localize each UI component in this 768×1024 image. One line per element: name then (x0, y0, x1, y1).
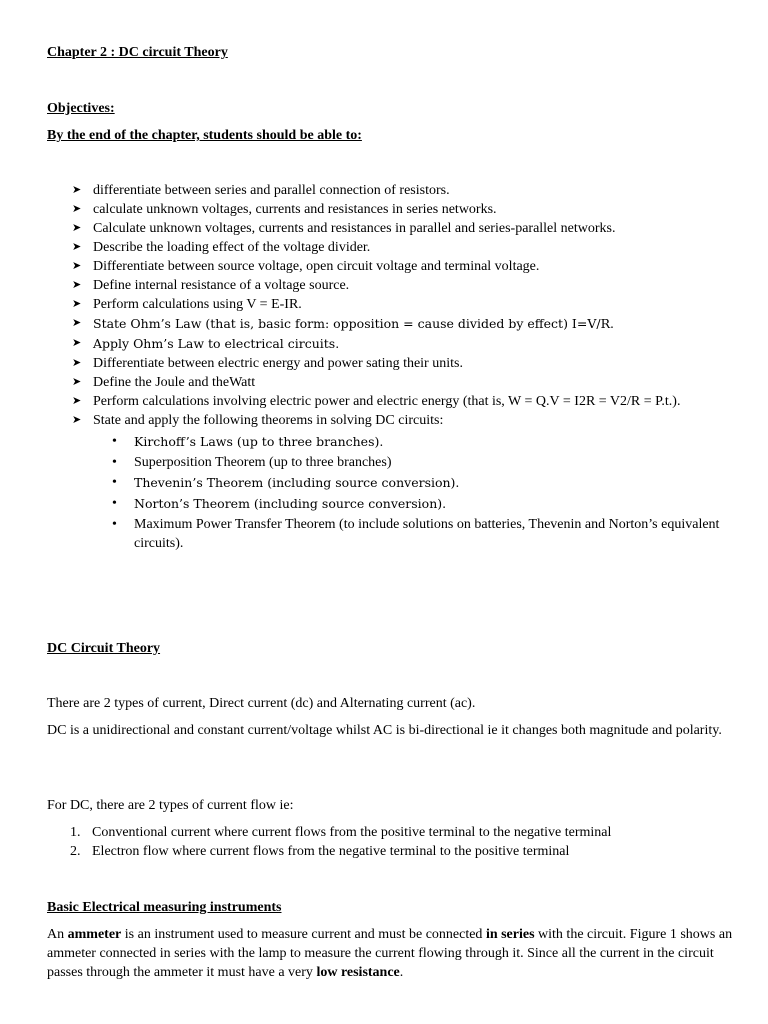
paragraph: DC is a unidirectional and constant current/voltage whilst AC is bi-directional ie it changes both magnitude and polarity. (47, 723, 722, 738)
arrow-bullet-icon: ➤ (72, 414, 82, 426)
dot-bullet-icon: • (112, 496, 117, 511)
list-item: ➤ differentiate between series and parallel connection of resistors. (72, 183, 450, 198)
list-item: 1. Conventional current where current flows from the positive terminal to the negative terminal (70, 825, 612, 840)
list-item: • Norton’s Theorem (including source conversion). (112, 496, 447, 511)
current-flow-list (70, 823, 740, 861)
arrow-bullet-icon: ➤ (72, 279, 82, 291)
arrow-bullet-icon: ➤ (72, 203, 82, 215)
dot-bullet-icon: • (112, 475, 117, 490)
objectives-intro: By the end of the chapter, students should be able to: (47, 128, 362, 143)
arrow-bullet-icon: ➤ (72, 222, 82, 234)
list-item: ➤ Apply Ohm’s Law to electrical circuits. (72, 336, 340, 351)
section-heading-measuring-instruments: Basic Electrical measuring instruments (47, 900, 282, 915)
list-item: ➤ Perform calculations using V = E-IR. (72, 297, 302, 312)
theorems-list (72, 432, 744, 553)
arrow-bullet-icon: ➤ (72, 376, 82, 388)
list-item: ➤ Describe the loading effect of the voltage divider. (72, 240, 371, 255)
list-item: • Superposition Theorem (up to three branches) (112, 455, 392, 470)
paragraph: For DC, there are 2 types of current flow ie: (47, 798, 294, 813)
arrow-bullet-icon: ➤ (72, 298, 82, 310)
list-item: ➤ Perform calculations involving electric power and electric energy (that is, W = Q.V = I2R = V2/R = P.t.). (72, 394, 681, 409)
dot-bullet-icon: • (112, 455, 117, 470)
arrow-bullet-icon: ➤ (72, 184, 82, 196)
arrow-bullet-icon: ➤ (72, 337, 82, 349)
list-item: • Maximum Power Transfer Theorem (to include solutions on batteries, Thevenin and Norton’s equivalent circuits). (112, 517, 737, 551)
paragraph: There are 2 types of current, Direct current (dc) and Alternating current (ac). (47, 696, 476, 711)
list-item: ➤ Differentiate between electric energy and power sating their units. (72, 356, 463, 371)
chapter-title: Chapter 2 : DC circuit Theory (47, 45, 228, 60)
arrow-bullet-icon: ➤ (72, 357, 82, 369)
arrow-bullet-icon: ➤ (72, 260, 82, 272)
list-item: 2. Electron flow where current flows from the negative terminal to the positive terminal (70, 844, 570, 859)
list-item: ➤ calculate unknown voltages, currents and resistances in series networks. (72, 202, 497, 217)
objectives-list (72, 181, 744, 553)
list-item: ➤ Calculate unknown voltages, currents and resistances in parallel and series-parallel networks. (72, 221, 616, 236)
objectives-heading: Objectives: (47, 101, 115, 116)
list-item: • Kirchoff’s Laws (up to three branches). (112, 434, 384, 449)
dot-bullet-icon: • (112, 434, 117, 449)
list-item: ➤ Define the Joule and theWatt (72, 375, 256, 390)
ammeter-paragraph: An ammeter is an instrument used to measure current and must be connected in series with the circuit. Figure 1 shows an ammeter connected in series with the lamp to measure the current flowing through it. Since all the current in the circuit passes through the ammeter it must have a very low resistance. (47, 927, 733, 980)
list-item: • Thevenin’s Theorem (including source conversion). (112, 475, 460, 490)
list-item: ➤ Define internal resistance of a voltage source. (72, 278, 350, 293)
list-item: ➤ Differentiate between source voltage, open circuit voltage and terminal voltage. (72, 259, 540, 274)
list-item: ➤ State Ohm’s Law (that is, basic form: opposition = cause divided by effect) I=V/R. (72, 316, 614, 331)
dot-bullet-icon: • (112, 517, 117, 532)
section-heading-dc-circuit-theory: DC Circuit Theory (47, 641, 161, 656)
list-item: ➤ State and apply the following theorems in solving DC circuits: • Kirchoff’s Laws (up to three branches). • Superposition Theorem (up to three branches) • Thevenin’s Theorem (including source conversion). • Norton’s Theorem (including source conversion). • Maximum Power Transfer Theorem (to include solutions on batteries, Thevenin and Norton’s equivalent circuits). (72, 411, 744, 553)
arrow-bullet-icon: ➤ (72, 317, 82, 329)
arrow-bullet-icon: ➤ (72, 241, 82, 253)
arrow-bullet-icon: ➤ (72, 395, 82, 407)
